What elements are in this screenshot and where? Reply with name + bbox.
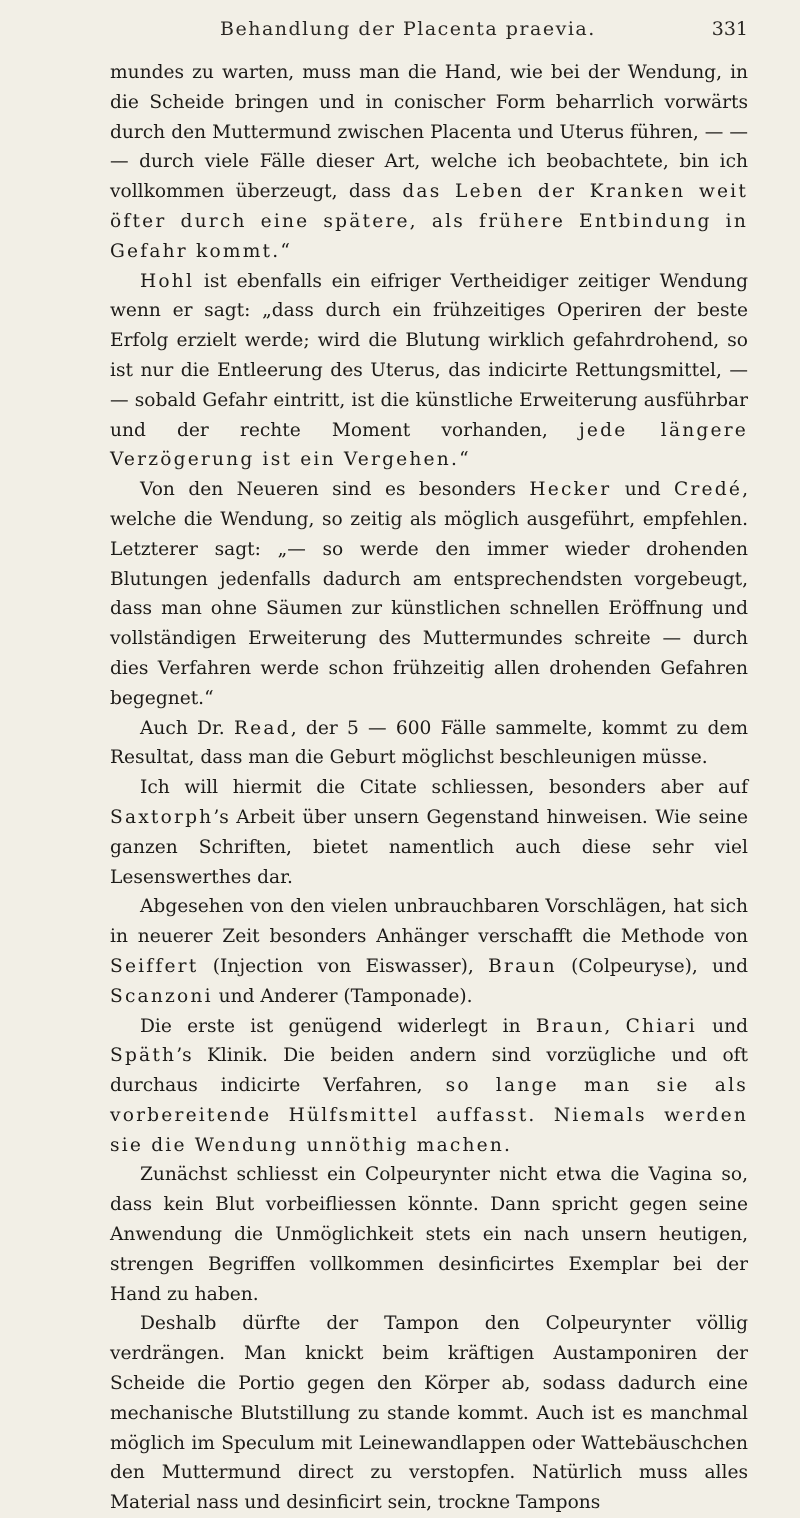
paragraph-text: Abgesehen von den vielen unbrauchbaren Vorschlägen, hat sich in neuerer Zeit besonders Anhänger verschafft die Methode von xyxy=(110,896,748,948)
paragraph-text: und Anderer (Tamponade). xyxy=(212,985,473,1007)
paragraph-text: (Injection von Eiswasser), xyxy=(198,955,489,977)
paragraph xyxy=(110,714,748,774)
paragraph xyxy=(110,1160,748,1309)
paragraph-text: Zunächst schliesst ein Colpeurynter nicht etwa die Vagina so, dass kein Blut vorbeifliessen könnte. Dann spricht gegen seine Anwendung die Unmöglichkeit stets ein nach unsern heutigen, strengen Begriffen vollkommen desinficirtes Exemplar bei der Hand zu haben. xyxy=(110,1164,748,1305)
paragraph-text: und xyxy=(611,479,675,501)
spaced-emphasis-text: Saxtorph xyxy=(110,806,214,828)
paragraph-text: Ich will hiermit die Citate schliessen, besonders aber auf xyxy=(140,777,748,799)
spaced-emphasis-text: so lange man sie als vorbereitende Hülfsmittel auffasst. Niemals werden sie die Wendung unnöthig machen. xyxy=(110,1075,748,1156)
paragraph-text: ist ebenfalls ein eifriger Vertheidiger zeitiger Wendung wenn er sagt: „dass durch ein frühzeitiges Operiren der beste Erfolg erzielt werde; wird die Blutung wirklich gefahrdrohend, so ist nur die Entleerung des Uterus, das indicirte Rettungsmittel, — — sobald Gefahr eintritt, ist die künstliche Erweiterung ausführbar und der rechte Moment vorhanden, xyxy=(110,270,748,441)
spaced-emphasis-text: Chiari xyxy=(625,1015,697,1037)
spaced-emphasis-text: jede längere Verzögerung ist ein Vergehen. xyxy=(110,419,748,471)
page-number: 331 xyxy=(711,18,748,40)
spaced-emphasis-text: Hohl xyxy=(140,270,195,292)
paragraph xyxy=(110,58,748,267)
paragraph-text: “ xyxy=(459,449,469,471)
spaced-emphasis-text: Scanzoni xyxy=(110,985,213,1007)
spaced-emphasis-text: Hecker xyxy=(529,479,612,501)
paragraph xyxy=(110,1309,748,1518)
paragraph xyxy=(110,267,748,476)
spaced-emphasis-text: Read xyxy=(233,717,291,739)
paragraph-text: , der 5 — 600 Fälle sammelte, kommt zu dem Resultat, dass man die Geburt möglichst beschleunigen müsse. xyxy=(110,717,748,769)
spaced-emphasis-text: Späth xyxy=(110,1045,177,1067)
paragraph-text: Deshalb dürfte der Tampon den Colpeurynter völlig verdrängen. Man knickt beim kräftigen Austamponiren der Scheide die Portio gegen den Körper ab, sodass dadurch eine mechanische Blutstillung zu stande kommt. Auch ist es manchmal möglich im Speculum mit Leinewandlappen oder Wattebäuschchen den Muttermund direct zu verstopfen. Natürlich muss alles Material nass und desinficirt sein, trockne Tampons xyxy=(110,1313,748,1514)
paragraph-text: Die erste ist genügend widerlegt in xyxy=(140,1015,536,1037)
paragraph-text: “ xyxy=(280,240,290,262)
paragraph-text: , welche die Wendung, so zeitig als möglich ausgeführt, empfehlen. Letzterer sagt: „— so werde den immer wieder drohenden Blutungen jedenfalls dadurch am entsprechendsten vorgebeugt, dass man ohne Säumen zur künstlichen schnellen Eröffnung und vollständigen Erweiterung des Muttermundes schreite — durch dies Verfahren werde schon frühzeitig allen drohenden Gefahren begegnet.“ xyxy=(110,479,748,709)
paragraph-text: ’s Klinik. Die beiden andern sind vorzügliche und oft durchaus indicirte Verfahren, xyxy=(110,1045,748,1097)
body-text xyxy=(110,58,748,1518)
paragraph xyxy=(110,475,748,713)
paragraph-text: und xyxy=(696,1015,748,1037)
paragraph xyxy=(110,773,748,892)
paragraph-text: Auch Dr. xyxy=(140,717,234,739)
paragraph-text: mundes zu warten, muss man die Hand, wie bei der Wendung, in die Scheide bringen und in conischer Form beharrlich vorwärts durch den Muttermund zwischen Placenta und Uterus führen, — — — durch viele Fälle dieser Art, welche ich beobachtete, bin ich vollkommen überzeugt, dass xyxy=(110,62,748,203)
page-header xyxy=(110,18,748,58)
paragraph xyxy=(110,1012,748,1161)
spaced-emphasis-text: Seiffert xyxy=(110,955,199,977)
running-title: Behandlung der Placenta praevia. xyxy=(220,18,596,40)
spaced-emphasis-text: Braun xyxy=(488,955,557,977)
paragraph xyxy=(110,892,748,1011)
spaced-emphasis-text: Credé xyxy=(674,479,743,501)
paragraph-text: ’s Arbeit über unsern Gegenstand hinweisen. Wie seine ganzen Schriften, bietet namentlich auch diese sehr viel Lesenswerthes dar. xyxy=(110,806,748,888)
paragraph-text: Von den Neueren sind es besonders xyxy=(140,479,530,501)
paragraph-text: (Colpeuryse), und xyxy=(556,955,748,977)
paragraph-text: , xyxy=(604,1015,626,1037)
spaced-emphasis-text: das Leben der Kranken weit öfter durch eine spätere, als frühere Entbindung in Gefahr kommt. xyxy=(110,181,748,262)
spaced-emphasis-text: Braun xyxy=(535,1015,605,1037)
